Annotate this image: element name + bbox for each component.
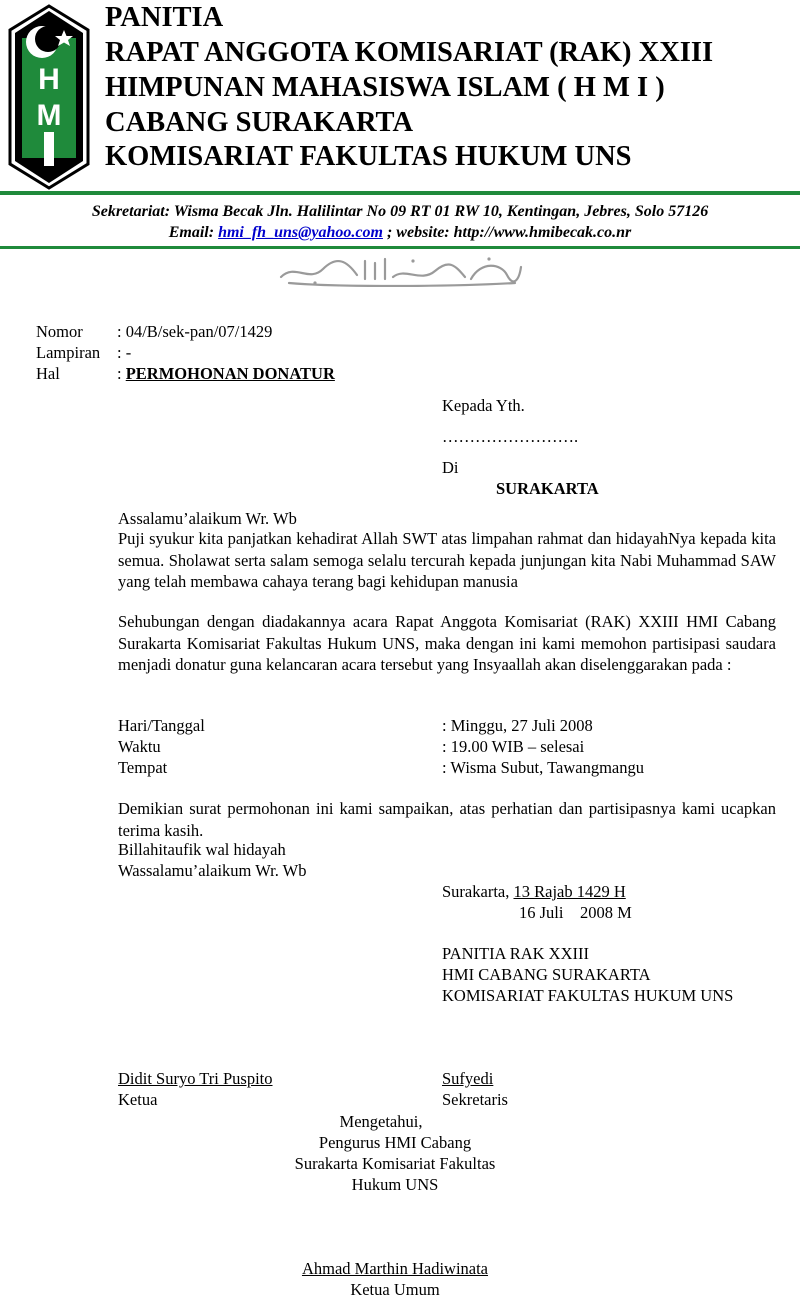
basmala-calligraphy — [275, 253, 525, 287]
event-label-date: Hari/Tanggal — [118, 716, 205, 735]
header-line-2: RAPAT ANGGOTA KOMISARIAT (RAK) XXIII — [105, 37, 714, 68]
header-line-4: CABANG SURAKARTA — [105, 107, 414, 138]
header-divider — [0, 191, 800, 195]
hal-colon: : — [117, 364, 126, 383]
committee-line-1: PANITIA RAK XXIII — [442, 944, 589, 963]
website-text: ; website: http://www.hmibecak.co.nr — [382, 224, 632, 241]
header-line-5: KOMISARIAT FAKULTAS HUKUM UNS — [105, 141, 632, 172]
lampiran-label: Lampiran — [36, 343, 101, 362]
event-value-place: : Wisma Subut, Tawangmangu — [442, 758, 644, 777]
header-line-3: HIMPUNAN MAHASISWA ISLAM ( H M I ) — [105, 72, 665, 103]
header-line-1: PANITIA — [105, 2, 224, 33]
closing-2: Wassalamu’alaikum Wr. Wb — [118, 861, 307, 880]
committee-line-3: KOMISARIAT FAKULTAS HUKUM UNS — [442, 986, 734, 1005]
closing-1: Billahitaufik wal hidayah — [118, 840, 286, 859]
hal-line — [117, 363, 335, 384]
address-line: Sekretariat: Wisma Becak Jln. Halilintar No 09 RT 01 RW 10, Kentingan, Jebres, Solo 57126 — [91, 203, 709, 220]
lampiran-value: : - — [117, 343, 132, 362]
paragraph-2: Sehubungan dengan diadakannya acara Rapat Anggota Komisariat (RAK) XXIII HMI Cabang Surakarta Komisariat Fakultas Hukum UNS, maka dengan ini kami memohon partisipasi saudara menjadi donatur guna kelancaran acara tersebut yang Insyaallah akan diselenggarakan pada : — [118, 612, 776, 674]
paragraph-1: Puji syukur kita panjatkan kehadirat Allah SWT atas limpahan rahmat dan hidayahNya kepada kita semua. Sholawat serta salam semoga selalu tercurah kepada junjungan kita Nabi Muhammad SAW yang telah membawa cahaya terang bagi kehidupan manusia — [118, 529, 776, 591]
recipient-line-1: Kepada Yth. — [442, 396, 525, 415]
date-hijri-line — [442, 881, 626, 902]
ack-line-3: Surakarta Komisariat Fakultas — [294, 1154, 496, 1173]
ack-line-2: Pengurus HMI Cabang — [318, 1133, 472, 1152]
ack-line-1: Mengetahui, — [339, 1112, 423, 1131]
hal-label: Hal — [36, 364, 60, 383]
email-link[interactable]: hmi_fh_uns@yahoo.com — [218, 224, 383, 241]
nomor-label: Nomor — [36, 322, 83, 341]
recipient-line-3: Di — [442, 458, 459, 477]
ack-line-4: Hukum UNS — [351, 1175, 439, 1194]
event-value-time: : 19.00 WIB – selesai — [442, 737, 585, 756]
event-label-place: Tempat — [118, 758, 168, 777]
chair-name: Didit Suryo Tri Puspito — [118, 1069, 273, 1088]
committee-line-2: HMI CABANG SURAKARTA — [442, 965, 651, 984]
email-label: Email: — [168, 224, 219, 241]
recipient-line-2: ……………………. — [442, 427, 579, 446]
nomor-value: : 04/B/sek-pan/07/1429 — [117, 322, 273, 341]
svg-text:H: H — [38, 63, 60, 96]
recipient-city: SURAKARTA — [496, 479, 599, 498]
paragraph-3: Demikian surat permohonan ini kami sampaikan, atas perhatian dan partisipasnya kami ucapkan terima kasih. — [118, 799, 776, 840]
contact-line — [0, 224, 800, 242]
general-chair-name: Ahmad Marthin Hadiwinata — [301, 1259, 489, 1278]
address-divider — [0, 246, 800, 249]
chair-role: Ketua — [118, 1090, 158, 1109]
date-masehi: 16 Juli 2008 M — [519, 903, 632, 922]
event-label-time: Waktu — [118, 737, 161, 756]
hmi-logo — [8, 4, 90, 190]
date-hijri: 13 Rajab 1429 H — [513, 882, 626, 901]
general-chair-role: Ketua Umum — [350, 1280, 440, 1299]
event-value-date: : Minggu, 27 Juli 2008 — [442, 716, 593, 735]
greeting: Assalamu’alaikum Wr. Wb — [118, 509, 297, 528]
date-prefix: Surakarta, — [442, 882, 514, 901]
svg-text:M: M — [36, 99, 62, 132]
hal-value: PERMOHONAN DONATUR — [125, 364, 335, 383]
secretary-role: Sekretaris — [442, 1090, 508, 1109]
secretary-name: Sufyedi — [442, 1069, 494, 1088]
